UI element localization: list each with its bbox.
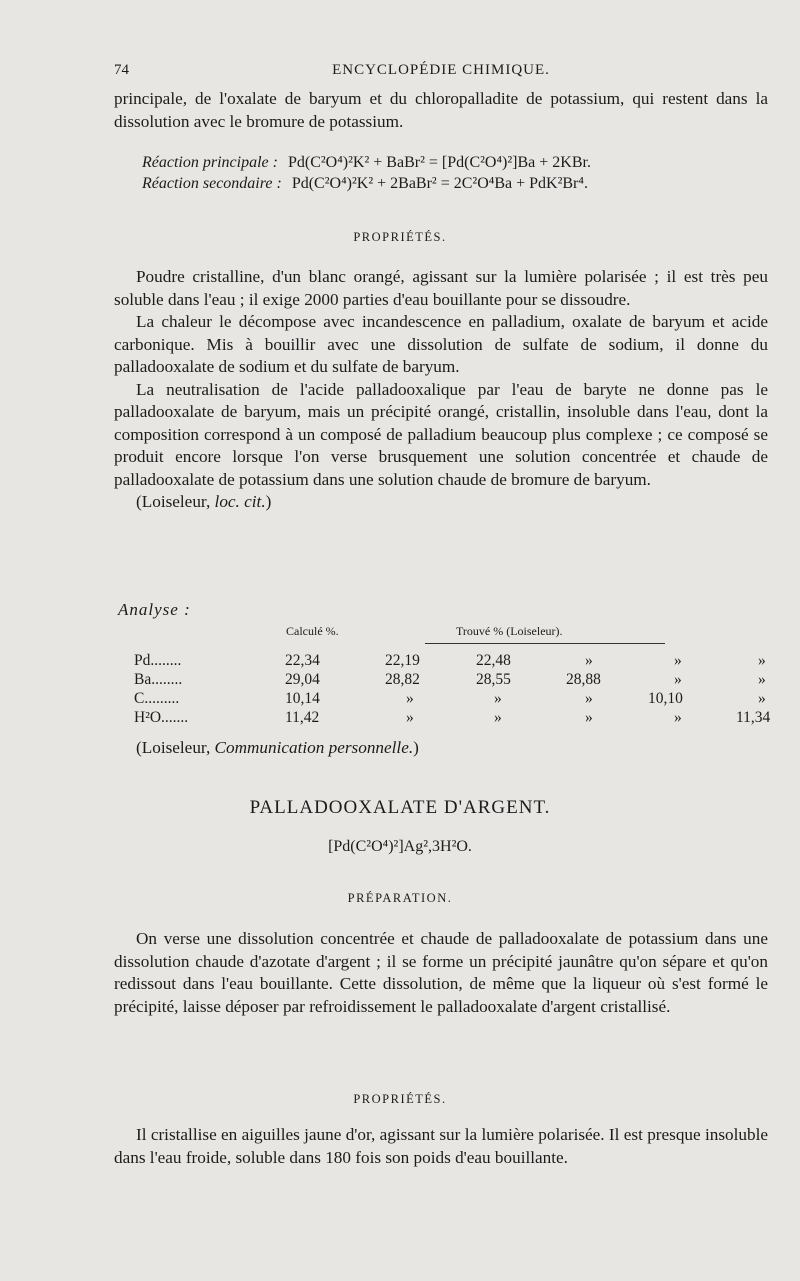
reaction-secondary (142, 175, 588, 193)
found-cell: » (585, 652, 593, 669)
column-header-calculated: Calculé %. (286, 624, 339, 638)
found-cell: 28,82 (385, 671, 420, 688)
found-cell: » (406, 690, 414, 707)
page-number: 74 (114, 62, 129, 78)
element-cell: Ba........ (134, 671, 183, 688)
citation: (Loiseleur, loc. cit.) (136, 492, 272, 511)
found-cell: » (758, 671, 766, 688)
found-cell: » (758, 690, 766, 707)
found-cell: » (674, 671, 682, 688)
citation-2 (114, 737, 768, 760)
found-cell: 10,10 (648, 690, 683, 707)
element-cell: Pd........ (134, 652, 182, 669)
column-header-found: Trouvé % (Loiseleur). (456, 624, 563, 638)
properties-section (114, 266, 768, 514)
intro-text: principale, de l'oxalate de baryum et du chloropalladite de potassium, qui restent dans la dissolution avec le bromure de potassium. (114, 89, 768, 131)
reaction-equation: Pd(C²O⁴)²K² + 2BaBr² = 2C²O⁴Ba + PdK²Br⁴. (291, 175, 588, 192)
calculated-cell: 11,42 (285, 709, 320, 726)
calculated-cell: 29,04 (285, 671, 320, 688)
citation: (Loiseleur, Communication personnelle.) (136, 738, 419, 757)
paragraph: La chaleur le décompose avec incandescence en palladium, oxalate de baryum et acide carbonique. Mis à bouillir avec une dissolution de sulfate de sodium, il donne du palladooxalate de sodium et du sulfate de baryum. (114, 312, 768, 376)
paragraph: La neutralisation de l'acide palladooxalique par l'eau de baryte ne donne pas le palladooxalate de baryum, mais un précipité orangé, cristallin, insoluble dans l'eau, dont la composition correspond à un composé de palladium beaucoup plus complexe ; ce composé se produit encore lorsque l'on verse brusquement une solution concentrée et chaude de palladooxalate de potassium dans une solution chaude de bromure de baryum. (114, 379, 768, 489)
analysis-label: Analyse : (118, 600, 191, 619)
element-cell: C......... (134, 690, 180, 707)
reaction-principal (142, 154, 591, 172)
compound-formula: [Pd(C²O⁴)²]Ag²,3H²O. (328, 838, 472, 855)
reaction-label: Réaction principale : (142, 154, 278, 171)
found-cell: » (674, 709, 682, 726)
found-cell: 28,55 (476, 671, 511, 688)
intro-paragraph (114, 88, 768, 133)
section-heading-properties-2: PROPRIÉTÉS. (353, 1092, 447, 1106)
preparation-section (114, 928, 768, 1018)
found-cell: 22,19 (385, 652, 420, 669)
paragraph: On verse une dissolution concentrée et chaude de palladooxalate de potassium dans une dissolution chaude d'azotate d'argent ; il se forme un précipité jaunâtre qu'on sépare et qu'on redissout dans l'eau bouillante. Cette dissolution, de même que la liqueur où s'est formé le précipité, laisse déposer par refroidissement le palladooxalate d'argent cristallisé. (114, 929, 768, 1016)
calculated-cell: 10,14 (285, 690, 320, 707)
reaction-label: Réaction secondaire : (142, 175, 282, 192)
page-header (114, 62, 768, 82)
element-cell: H²O....... (134, 709, 189, 726)
found-cell: » (585, 709, 593, 726)
properties-2-section (114, 1124, 768, 1169)
brace-rule (425, 643, 665, 644)
compound-title: PALLADOOXALATE D'ARGENT. (249, 797, 551, 818)
running-title: ENCYCLOPÉDIE CHIMIQUE. (332, 62, 550, 78)
found-cell: 28,88 (566, 671, 601, 688)
paragraph: Poudre cristalline, d'un blanc orangé, agissant sur la lumière polarisée ; il est très peu soluble dans l'eau ; il exige 2000 parties d'eau bouillante pour se dissoudre. (114, 267, 768, 309)
section-heading-preparation: PRÉPARATION. (347, 891, 453, 905)
found-cell: » (674, 652, 682, 669)
paragraph: Il cristallise en aiguilles jaune d'or, agissant sur la lumière polarisée. Il est presque insoluble dans l'eau froide, soluble dans 180 fois son poids d'eau bouillante. (114, 1125, 768, 1167)
found-cell: » (406, 709, 414, 726)
found-cell: 11,34 (736, 709, 771, 726)
found-cell: » (585, 690, 593, 707)
section-heading-properties: PROPRIÉTÉS. (353, 230, 447, 244)
found-cell: » (758, 652, 766, 669)
found-cell: » (494, 709, 502, 726)
found-cell: 22,48 (476, 652, 511, 669)
calculated-cell: 22,34 (285, 652, 320, 669)
found-cell: » (494, 690, 502, 707)
reaction-equation: Pd(C²O⁴)²K² + BaBr² = [Pd(C²O⁴)²]Ba + 2KBr. (287, 154, 591, 171)
